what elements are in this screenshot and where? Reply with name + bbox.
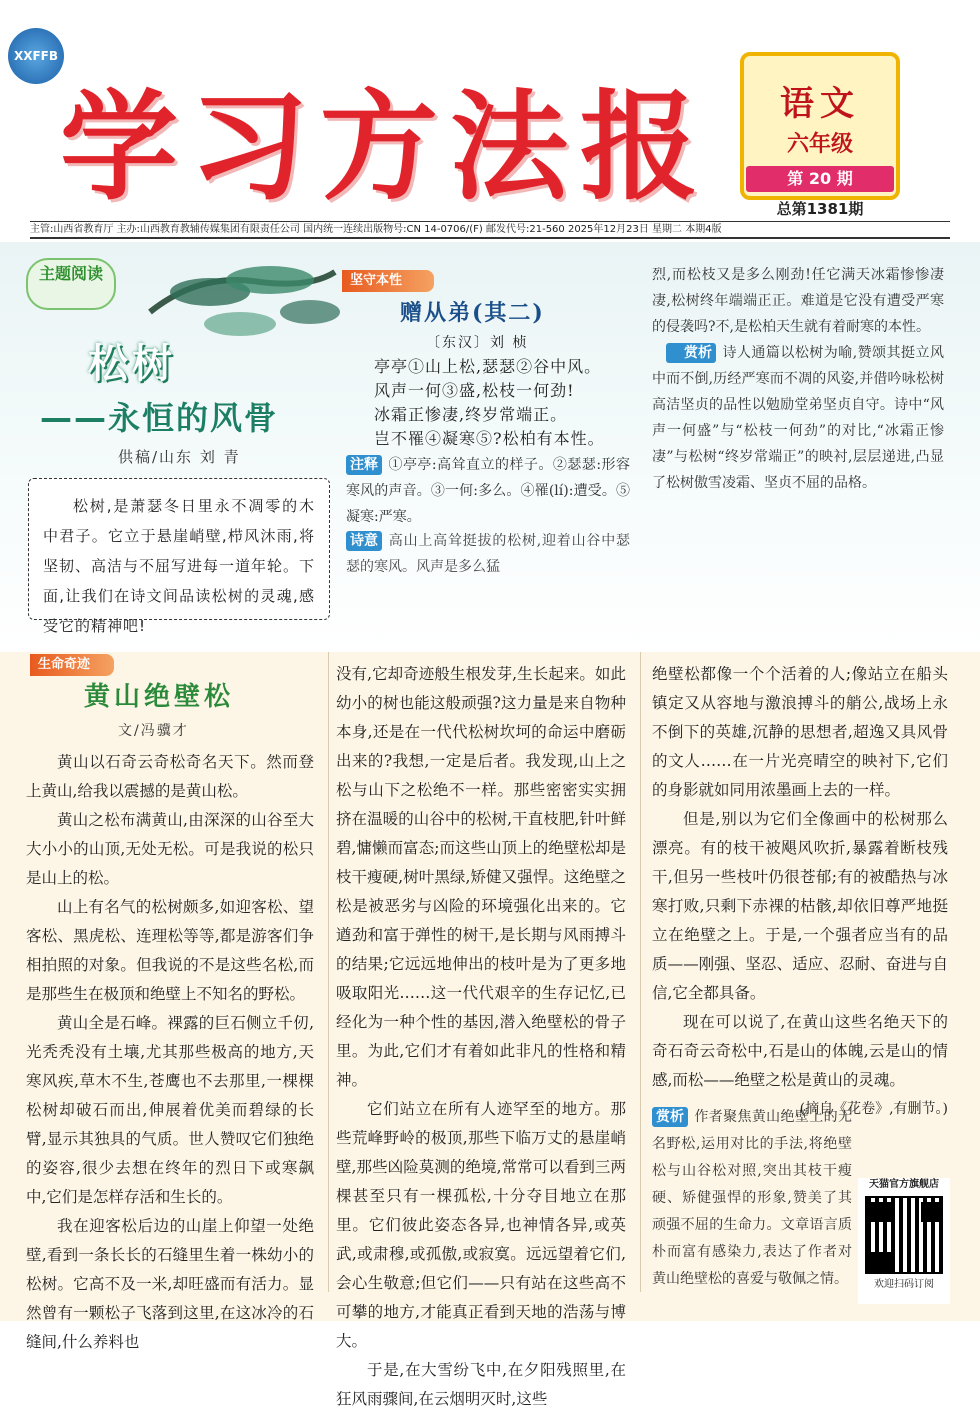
intro-box: 松树,是萧瑟冬日里永不凋零的木中君子。它立于悬崖峭壁,栉风沐雨,将坚韧、高洁与不屈写进每一道年轮。下面,让我们在诗文间品读松树的灵魂,感受它的精神吧! [28,478,330,620]
paragraph: 绝壁松都像一个个活着的人;像站立在船头镇定又从容地与激浪搏斗的艄公,战场上永不倒下的英雄,沉静的思想者,超逸又具风骨的文人……在一片光亮晴空的映衬下,它们的身影就如同用浓墨画上去的一样。 [652,665,948,799]
appreciation-label: 赏析 [652,1107,688,1127]
notes-label: 注释 [346,455,382,475]
feature-title: 松树 [88,341,176,387]
poem-author: 〔东汉〕刘 桢 [426,335,529,351]
appreciation-text: 作者聚焦黄山绝壁上的无名野松,运用对比的手法,将绝壁松与山谷松对照,突出其枝干瘦硬、矫健强悍的形象,赞美了其顽强不屈的生命力。文章语言质朴而富有感染力,表达了作者对黄山绝壁松的喜爱与敬佩之情。 [652,1109,852,1287]
translation-continued: 烈,而松枝又是多么刚劲!任它满天冰霜惨惨凄凄,松树终年端端正正。难道是它没有遭受严寒的侵袭吗?不,是松柏天生就有着耐寒的本性。 [652,267,944,335]
paragraph: 于是,在大雪纷飞中,在夕阳残照里,在狂风雨骤间,在云烟明灭时,这些 [336,1361,626,1408]
paragraph: 现在可以说了,在黄山这些名绝天下的奇石奇云奇松中,石是山的体魄,云是山的情感,而松——绝壁之松是黄山的灵魂。 [652,1013,948,1089]
paragraph: 黄山之松布满黄山,由深深的山谷至大大小小的山顶,无处无松。可是我说的松只是山上的松。 [26,811,314,887]
paragraph: 我在迎客松后边的山崖上仰望一处绝壁,看到一条长长的石缝里生着一株幼小的松树。它高不及一米,却旺盛而有活力。显然曾有一颗松子飞落到这里,在这冰冷的石缝间,什么养料也 [26,1217,314,1351]
section-tag-life-miracle: 生命奇迹 [30,654,114,676]
edition-box [740,52,900,218]
newspaper-logo-icon: XXFFB [8,28,64,84]
poem-title: 赠从弟(其二) [400,300,545,326]
article-column-2 [336,660,626,1414]
translation-label: 诗意 [346,531,382,551]
section-tag-keep-nature: 坚守本性 [342,270,434,292]
paragraph: 它们站立在所有人迹罕至的地方。那些荒峰野岭的极顶,那些下临万丈的悬崖峭壁,那些凶险莫测的绝境,常常可以看到三两棵甚至只有一棵孤松,十分夺目地立在那里。它们彼此姿态各异,也神情各异,或英武,或肃穆,或孤傲,或寂寞。远远望着它们,会心生敬意;但它们——只有站在这些高不可攀的地方,才能真正看到天地的浩荡与博大。 [336,1100,626,1350]
article-column-1 [26,748,314,1357]
grade-label: 六年级 [786,132,853,157]
feature-subtitle: ——永恒的风骨 [40,399,279,437]
column-divider [328,652,329,1292]
poem-translation [346,528,630,580]
paragraph: 黄山全是石峰。裸露的巨石侧立千仞,光秃秃没有土壤,尤其那些极高的地方,天寒风疾,草木不生,苍鹰也不去那里,一棵棵松树却破石而出,伸展着优美而碧绿的长臂,显示其独具的气质。世人赞叹它们独绝的姿容,很少去想在终年的烈日下或寒飙中,它们是怎样存活和生长的。 [26,1014,314,1206]
poem-appreciation: 诗人通篇以松树为喻,赞颂其挺立风中而不倒,历经严寒而不凋的风姿,并借吟咏松树高洁坚贞的品性以勉励堂弟坚贞自守。诗中“风声一何盛”与“松枝一何劲”的对比,“冰霜正惨凄”与松树“终岁常端正”的映衬,层层递进,凸显了松树傲雪凌霜、坚贞不屈的品格。 [652,345,944,491]
subject-label: 语文 [780,84,860,124]
column-divider [640,652,641,1292]
feature-byline: 供稿/山东 刘 青 [118,448,241,466]
qr-caption-bottom: 欢迎扫码订阅 [874,1279,934,1290]
poem-line: 风声一何③盛,松枝一何劲! [374,381,575,400]
paragraph: 黄山以石奇云奇松奇名天下。然而登上黄山,给我以震撼的是黄山松。 [26,753,314,800]
article-appreciation [652,1104,852,1293]
poem-notes [346,452,630,530]
article-source: (摘自《花卷》,有删节。) [799,1101,948,1117]
poem-line: 冰霜正惨凄,终岁常端正。 [374,405,568,424]
poem-line: 岂不罹④凝寒⑤?松柏有本性。 [374,429,605,448]
poem-line: 亭亭①山上松,瑟瑟②谷中风。 [374,357,602,376]
theme-reading-tag: 主题阅读 [26,258,116,310]
notes-text: ①亭亭:高耸直立的样子。②瑟瑟:形容寒风的声音。③一何:多么。④罹(lí):遭受。⑤凝寒:严寒。 [346,457,630,525]
paragraph: 但是,别以为它们全像画中的松树那么漂亮。有的枝干被飓风吹折,暴露着断枝残干,但另一些枝叶仍很苍郁;有的被酷热与冰寒打败,只剩下赤裸的枯骸,却依旧尊严地挺立在绝壁之上。于是,一个强者应当有的品质——刚强、坚忍、适应、忍耐、奋进与自信,它全都具备。 [652,810,948,1002]
article-title: 黄山绝壁松 [84,682,235,712]
issue-number: 第 20 期 [746,166,894,192]
article-column-3 [652,660,948,1124]
appreciation-label: 赏析 [666,343,716,363]
article-byline: 文/冯骥才 [118,723,189,739]
paragraph: 山上有名气的松树颇多,如迎客松、望客松、黑虎松、连理松等等,都是游客们争相拍照的对象。但我说的不是这些名松,而是那些生在极顶和绝壁上不知名的野松。 [26,898,314,1003]
qr-code-box[interactable] [858,1178,950,1304]
poem-right-column [652,262,944,496]
newspaper-title: 学习方法报 [60,78,711,216]
total-issue-number: 总第1381期 [776,200,864,218]
qr-code-icon[interactable] [865,1196,943,1274]
paragraph: 没有,它却奇迹般生根发芽,生长起来。如此幼小的树也能这般顽强?这力量是来自物种本身,还是在一代代松树坎坷的命运中磨砺出来的?我想,一定是后者。我发现,山上之松与山下之松绝不一样。那些密密实实拥挤在温暖的山谷中的松树,干直枝肥,针叶鲜碧,慵懒而富态;而这些山顶上的绝壁松却是枝干瘦硬,树叶黑绿,矫健又强悍。这绝壁之松是被恶劣与凶险的环境强化出来的。它遒劲和富于弹性的树干,是长期与风雨搏斗的结果;它远远地伸出的枝叶是为了更多地吸取阳光……这一代代艰辛的生存记忆,已经化为一种个性的基因,潜入绝壁松的骨子里。为此,它们才有着如此非凡的性格和精神。 [336,665,626,1089]
translation-text: 高山上高耸挺拔的松树,迎着山谷中瑟瑟的寒风。风声是多么猛 [346,533,630,575]
publication-info-bar: 主管:山西省教育厅 主办:山西教育教辅传媒集团有限责任公司 国内统一连续出版物号:CN 14-0706/(F) 邮发代号:21-560 2025年12月23日 星期二 本期4版 [30,221,950,239]
qr-caption-top: 天猫官方旗舰店 [869,1179,939,1190]
